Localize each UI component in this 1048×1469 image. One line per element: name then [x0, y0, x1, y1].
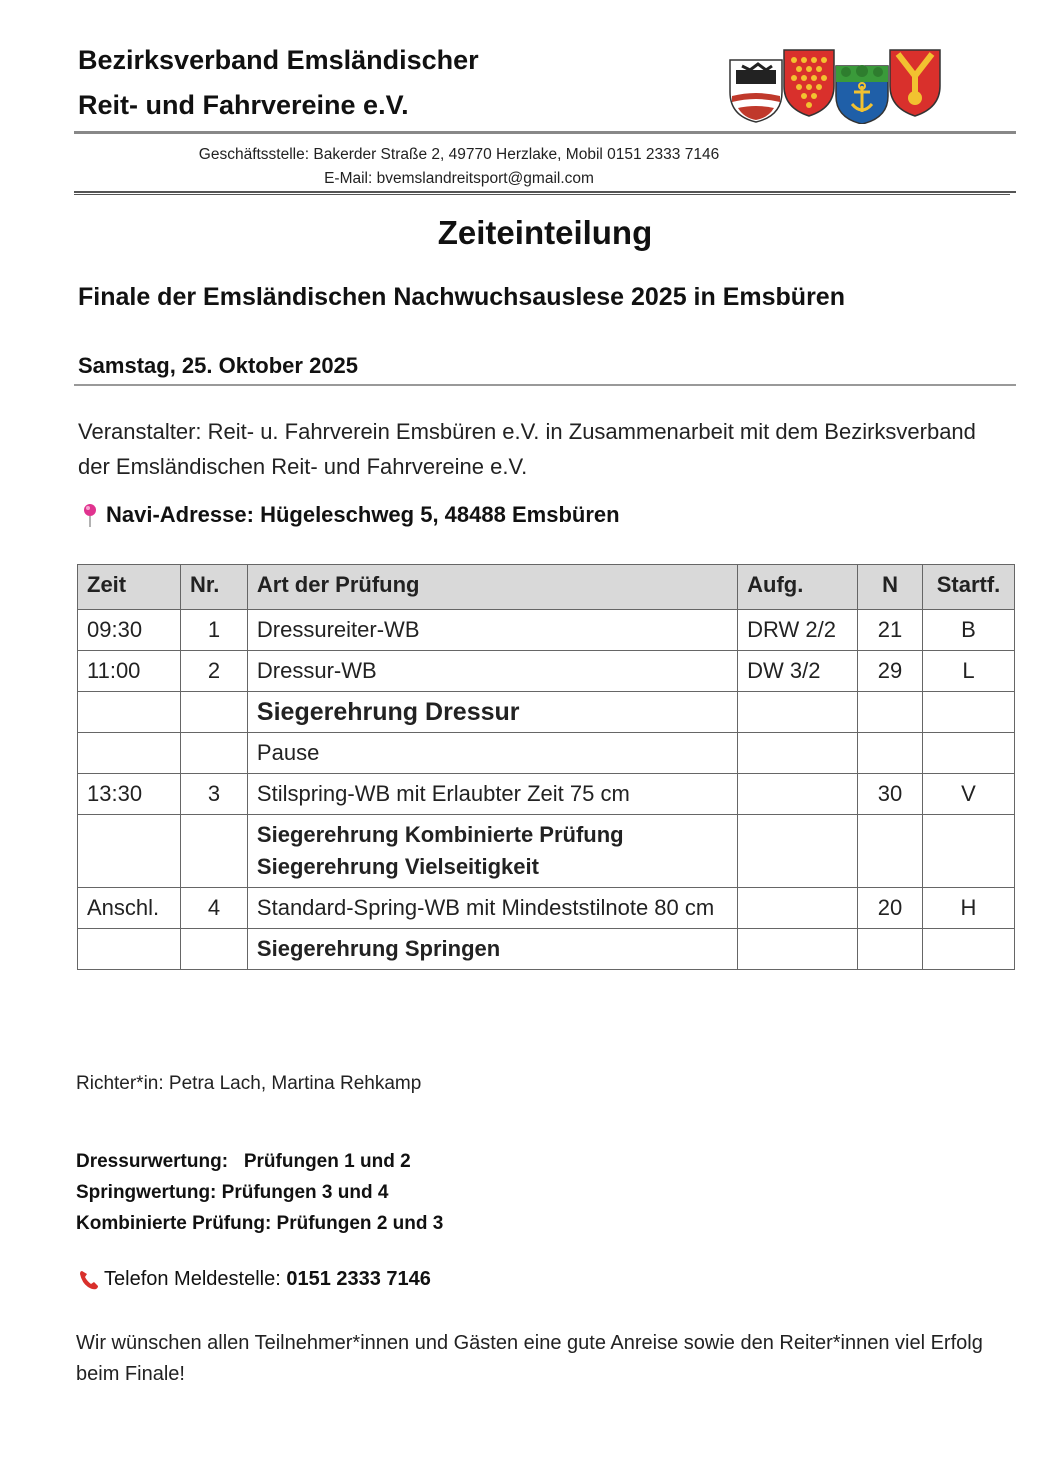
phone-icon [78, 1269, 100, 1291]
crests-group [728, 46, 942, 124]
header-aufg: Aufg. [738, 565, 858, 610]
cell-zeit [78, 692, 181, 733]
cell-aufg [738, 692, 858, 733]
cell-art: Pause [247, 733, 737, 774]
table-row [78, 888, 1015, 929]
cell-art: Stilspring-WB mit Erlaubter Zeit 75 cm [247, 774, 737, 815]
org-line-2: Reit- und Fahrvereine e.V. [78, 90, 409, 120]
scoring-dressur: Dressurwertung: Prüfungen 1 und 2 [76, 1151, 411, 1172]
cell-nr [180, 692, 247, 733]
table-row [78, 692, 1015, 733]
cell-n [858, 692, 923, 733]
cell-zeit: 11:00 [78, 651, 181, 692]
cell-startf [923, 733, 1015, 774]
cell-n [858, 929, 923, 970]
crest-icon-3 [836, 65, 888, 124]
scoring-kombi: Kombinierte Prüfung: Prüfungen 2 und 3 [76, 1213, 444, 1234]
contact-email: E-Mail: bvemslandreitsport@gmail.com [324, 170, 594, 187]
navi-address-text: Navi-Adresse: Hügeleschweg 5, 48488 Emsbüren [106, 502, 620, 527]
cell-zeit: 13:30 [78, 774, 181, 815]
header-divider-bottom-2 [74, 194, 1010, 195]
cell-n: 20 [858, 888, 923, 929]
cell-nr: 2 [180, 651, 247, 692]
cell-nr [180, 733, 247, 774]
table-row [78, 774, 1015, 815]
cell-n [858, 815, 923, 888]
header-divider-top [74, 131, 1016, 134]
cell-aufg: DRW 2/2 [738, 610, 858, 651]
cell-art: Standard-Spring-WB mit Mindeststilnote 80 cm [247, 888, 737, 929]
event-date: Samstag, 25. Oktober 2025 [78, 353, 359, 378]
table-row [78, 651, 1015, 692]
phone-label: Telefon Meldestelle: [104, 1268, 287, 1290]
header-nr: Nr. [180, 565, 247, 610]
crest-icon-4 [890, 50, 940, 116]
cell-nr: 1 [180, 610, 247, 651]
table-row [78, 929, 1015, 970]
table-row [78, 610, 1015, 651]
cell-nr: 3 [180, 774, 247, 815]
event-subtitle: Finale der Emsländischen Nachwuchsauslese 2025 in Emsbüren [78, 283, 845, 311]
contact-address: Geschäftsstelle: Bakerder Straße 2, 49770 Herzlake, Mobil 0151 2333 7146 [198, 146, 720, 163]
table-row [78, 815, 1015, 888]
cell-art-line-1: Siegerehrung Kombinierte Prüfung [256, 822, 624, 847]
cell-aufg: DW 3/2 [738, 651, 858, 692]
cell-zeit [78, 929, 181, 970]
header-art: Art der Prüfung [247, 565, 737, 610]
cell-aufg [738, 929, 858, 970]
phone-number: 0151 2333 7146 [286, 1268, 431, 1290]
cell-zeit: Anschl. [78, 888, 181, 929]
cell-art: Dressureiter-WB [247, 610, 737, 651]
header-n: N [858, 565, 923, 610]
cell-startf [923, 929, 1015, 970]
cell-n: 29 [858, 651, 923, 692]
cell-n: 30 [858, 774, 923, 815]
cell-zeit: 09:30 [78, 610, 181, 651]
cell-aufg [738, 774, 858, 815]
cell-startf [923, 815, 1015, 888]
organizer-text: Veranstalter: Reit- u. Fahrverein Emsbüren e.V. in Zusammenarbeit mit dem Bezirksverband der Emsländischen Reit- und Fahrvereine e.V. [78, 419, 976, 479]
cell-art: Siegerehrung Springen [247, 929, 737, 970]
table-header-row [78, 565, 1015, 610]
phone-line [78, 1268, 431, 1291]
cell-nr [180, 929, 247, 970]
cell-art: Siegerehrung Dressur [247, 692, 737, 733]
cell-aufg [738, 888, 858, 929]
pin-icon [80, 502, 100, 528]
cell-startf: V [923, 774, 1015, 815]
scoring-spring: Springwertung: Prüfungen 3 und 4 [76, 1182, 389, 1203]
navi-address [80, 502, 620, 528]
org-line-1: Bezirksverband Emsländischer [78, 45, 479, 75]
schedule-table [77, 564, 1015, 970]
table-row [78, 733, 1015, 774]
crest-icon-1 [730, 60, 782, 122]
cell-zeit [78, 733, 181, 774]
cell-art-line-2: Siegerehrung Vielseitigkeit [256, 854, 539, 879]
cell-startf: H [923, 888, 1015, 929]
cell-n: 21 [858, 610, 923, 651]
header-startf: Startf. [923, 565, 1015, 610]
closing-text: Wir wünschen allen Teilnehmer*innen und Gästen eine gute Anreise sowie den Reiter*innen viel Erfolg beim Finale! [76, 1332, 983, 1385]
cell-art: Dressur-WB [247, 651, 737, 692]
header-zeit: Zeit [78, 565, 181, 610]
organization-name [78, 38, 479, 128]
cell-art [247, 815, 737, 888]
header-divider-bottom-1 [74, 191, 1016, 193]
cell-startf [923, 692, 1015, 733]
cell-n [858, 733, 923, 774]
cell-aufg [738, 733, 858, 774]
crest-icon-2 [784, 50, 834, 116]
cell-nr [180, 815, 247, 888]
cell-nr: 4 [180, 888, 247, 929]
scoring-block [76, 1146, 443, 1239]
judges-line: Richter*in: Petra Lach, Martina Rehkamp [76, 1073, 422, 1094]
cell-aufg [738, 815, 858, 888]
cell-startf: L [923, 651, 1015, 692]
cell-zeit [78, 815, 181, 888]
page-title: Zeiteinteilung [437, 214, 653, 251]
date-divider [74, 384, 1016, 386]
cell-startf: B [923, 610, 1015, 651]
